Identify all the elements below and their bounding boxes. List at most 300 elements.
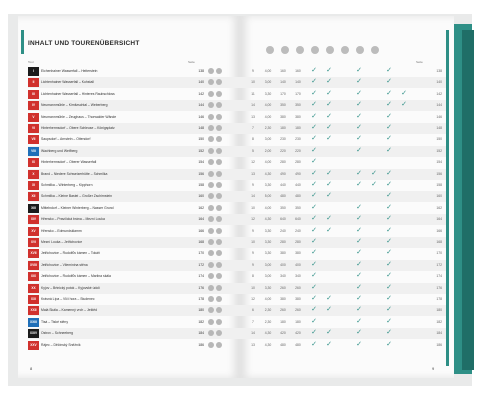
tour-page-right: 154 [436,160,442,165]
check-icon: ✓ [386,135,392,143]
difficulty-icon [208,205,214,211]
tour-page: 144 [198,103,204,108]
tour-stat: 180 [280,319,286,324]
tour-stat: 340 [280,274,286,279]
table-row [28,203,446,214]
tour-stat: 380 [280,114,286,119]
tour-code-badge: XV [28,227,39,236]
tour-stat: 3,30 [264,91,272,96]
rating-icon [216,239,222,245]
tour-page-right: 162 [436,205,442,210]
difficulty-icon [208,136,214,142]
tour-code-badge: IX [28,158,39,167]
tour-page: 178 [198,297,204,301]
check-icon: ✓ [356,135,362,143]
parking-icon [326,46,334,54]
tour-code-badge: XIV [28,215,39,224]
rating-icon [216,159,222,165]
check-icon: ✓ [356,101,362,109]
check-icon: ✓ [326,135,332,143]
check-icon: ✓ [311,249,317,257]
check-icon: ✓ [311,226,317,234]
tour-stat: 3,00 [264,262,272,267]
tour-stat: 140 [280,80,286,85]
tour-stat: 9 [252,69,254,73]
page-header: Seite [188,60,195,64]
tour-stat: 3,00 [264,274,272,279]
bus-icon [341,46,349,54]
tour-stat: 10 [251,240,255,244]
tour-stat: 8 [252,274,254,279]
check-icon: ✓ [386,272,392,280]
rating-icon [216,79,222,85]
tour-stat: 640 [280,217,286,222]
check-icon: ✓ [311,158,317,166]
tour-name: Kyjov – Brtnický potok – Kyjovské údolí [41,285,100,290]
difficulty-icon [208,68,214,74]
tour-name: Eichenhainer Wasserfall – Heiterstein [41,69,98,73]
tour-stat: 230 [295,137,301,142]
tour-page-right: 140 [436,80,442,85]
tour-page-right: 148 [436,126,442,130]
tour-name: Hinterhermsdorf – Oberer Wasserfall [41,160,97,165]
difficulty-icon [208,159,214,165]
check-icon: ✓ [311,295,317,302]
check-icon: ✓ [356,329,362,337]
check-icon: ✓ [311,124,317,131]
tour-stat: 4,00 [264,103,272,108]
rating-icon [216,216,222,222]
check-icon: ✓ [311,181,317,188]
rating-icon [216,330,222,336]
check-icon: ✓ [356,260,362,268]
check-icon: ✓ [386,317,392,325]
tour-stat: 10 [251,80,255,85]
difficulty-icon [208,125,214,131]
accent-bar [21,30,24,54]
table-row [28,214,446,225]
check-icon: ✓ [356,272,362,280]
check-icon: ✓ [311,215,317,223]
tour-page: 184 [198,331,204,336]
difficulty-icon [208,239,214,245]
check-icon: ✓ [386,215,392,223]
tour-page: 140 [198,80,204,85]
table-row [28,146,446,157]
tour-page-right: 166 [436,228,442,233]
tour-stat: 3,30 [264,228,272,233]
tour-stat: 160 [295,69,301,73]
book-cover-edge [462,30,474,370]
rating-icon [216,205,222,211]
tour-stat: 160 [280,69,286,73]
check-icon: ✓ [356,181,362,188]
difficulty-icon [208,285,214,291]
check-icon: ✓ [326,89,332,97]
check-icon: ✓ [386,260,392,268]
check-icon: ✓ [386,283,392,291]
tour-page-right: 142 [436,91,442,96]
tour-stat: 490 [295,171,301,176]
tour-stat: 380 [280,297,286,301]
tour-page: 156 [198,171,204,176]
tour-stat: 260 [295,308,301,313]
rating-icon [216,250,222,256]
check-icon: ✓ [326,215,332,223]
tour-stat: 5,00 [264,194,272,199]
tour-name: Brand – Niedere Schweizerhütte – Schmilka [41,171,108,176]
check-icon: ✓ [311,317,317,325]
check-icon: ✓ [326,112,332,120]
difficulty-icon [208,171,214,177]
tour-stat: 14 [251,194,255,199]
tour-stat: 260 [280,285,286,290]
tour-code-badge: III [28,90,39,99]
tour-stat: 480 [280,342,286,347]
check-icon: ✓ [311,272,317,280]
tour-code-badge: X [28,170,39,179]
tour-stat: 3,30 [264,251,272,256]
tour-stat: 490 [280,171,286,176]
difficulty-icon [208,250,214,256]
tour-page-right: 150 [436,137,442,142]
table-row [28,340,446,351]
tour-code-badge: XX [28,284,39,293]
tour-name: Hřensko – Edmundsklamm [41,228,82,233]
tour-stat: 11 [251,91,255,96]
tour-stat: 6 [252,308,254,313]
tour-code-badge: VI [28,124,39,133]
tour-stat: 220 [295,148,301,153]
tour-stat: 4,00 [264,205,272,210]
check-icon: ✓ [326,329,332,337]
tour-page-right: 144 [436,103,442,108]
check-icon: ✓ [356,169,362,177]
tour-name: Mezní Louka – Jetřichovice [41,240,83,244]
check-icon: ✓ [326,295,332,302]
tour-code-badge: XVII [28,249,39,258]
tour-name: Neumannmühle – Kirnitzschtal – Weberberg [41,103,108,108]
table-row [28,317,446,328]
page-number-right: 9 [432,366,435,371]
check-icon: ✓ [386,329,392,337]
tour-stat: 140 [295,80,301,85]
check-icon: ✓ [311,192,317,200]
tour-stat: 4,00 [264,297,272,301]
check-icon: ✓ [386,249,392,257]
check-icon: ✓ [386,238,392,245]
table-row [28,260,446,271]
tour-stat: 260 [280,308,286,313]
table-row [28,66,446,77]
table-row [28,328,446,339]
tour-code-badge: XII [28,192,39,201]
tour-stat: 480 [295,342,301,347]
tour-page: 160 [198,194,204,199]
check-icon: ✓ [371,169,377,177]
tour-code-badge: II [28,78,39,87]
tour-page: 162 [198,205,204,210]
check-icon: ✓ [356,124,362,131]
tour-stat: 280 [280,240,286,244]
tour-stat: 9 [252,228,254,233]
check-icon: ✓ [326,306,332,314]
tour-stat: 4,30 [264,171,272,176]
rating-icon [216,342,222,348]
tour-stat: 220 [280,148,286,153]
tour-page-right: 152 [436,148,442,153]
tour-stat: 4,30 [264,342,272,347]
tour-name: Hřensko – Pravčická brána – Mezní Louka [41,217,105,222]
tour-stat: 260 [295,285,301,290]
tour-name: Krásná Lípa – Vlčí hora – Studenec [41,297,95,301]
tour-name: Lichtenhainer Wasserfall – Kuhstall [41,80,94,85]
difficulty-icon [208,307,214,313]
tour-page-right: 138 [436,69,442,73]
tour-stat: 7 [252,319,254,324]
rating-icon [216,91,222,97]
tour-name: Schmilka – Kleine Bastei – Großer Zschirnstein [41,194,113,199]
tour-page: 148 [198,126,204,130]
difficulty-icon [208,148,214,154]
tour-name: Jetřichovice – Vilemínina stěna [41,262,88,267]
tour-stat: 12 [251,160,255,165]
difficulty-icon [208,91,214,97]
check-icon: ✓ [326,78,332,86]
difficulty-icon [208,319,214,325]
tour-stat: 240 [295,228,301,233]
tour-stat: 12 [251,297,255,301]
tour-page: 166 [198,228,204,233]
tour-stat: 2,30 [264,126,272,130]
table-row [28,294,446,305]
difficulty-icon [208,273,214,279]
tour-stat: 13 [251,171,255,176]
tour-stat: 3,30 [264,183,272,187]
table-row [28,100,446,111]
check-icon: ✓ [326,101,332,109]
tour-page: 164 [198,217,204,222]
page-title: INHALT UND TOURENÜBERSICHT [28,40,140,47]
tour-page-right: 178 [436,297,442,301]
tour-stat: 3,00 [264,80,272,85]
tour-code-badge: VIII [28,147,39,156]
tour-page-right: 160 [436,194,442,199]
tour-stat: 4,30 [264,217,272,222]
rating-icon [216,182,222,188]
tour-stat: 440 [280,183,286,187]
tour-name: Saupsdorf – Arnstein – Ottendorf [41,137,91,142]
check-icon: ✓ [311,260,317,268]
check-icon: ✓ [401,101,407,109]
check-icon: ✓ [326,67,332,74]
tour-stat: 380 [295,114,301,119]
tour-stat: 2,30 [264,319,272,324]
check-icon: ✓ [386,192,392,200]
table-row [28,305,446,316]
rating-icon [216,228,222,234]
check-icon: ✓ [311,89,317,97]
tour-code-badge: XIII [28,204,39,213]
check-icon: ✓ [356,249,362,257]
tour-code-badge: VII [28,135,39,144]
check-icon: ✓ [311,67,317,74]
check-icon: ✓ [326,124,332,131]
page-number-left: 8 [30,366,33,371]
tour-page-right: 184 [436,331,442,336]
tour-stat: 14 [251,103,255,108]
tour-page: 154 [198,160,204,165]
tour-stat: 280 [295,240,301,244]
tour-name: Mittelndorf – Kleiner Winterberg – Nasser Grund [41,205,114,210]
tour-stat: 12 [251,217,255,222]
tour-name: Neumannmühle – Zeughaus – Thorwalder Wände [41,114,117,119]
table-row [28,237,446,248]
tour-page: 168 [198,240,204,244]
tour-header: Tour [28,60,34,64]
tour-stat: 340 [295,274,301,279]
tour-stat: 5 [252,148,254,153]
tour-name: Ostrov – Schneeberg [41,331,74,336]
tour-code-badge: XVIII [28,261,39,270]
tour-page-right: 180 [436,308,442,313]
check-icon: ✓ [386,146,392,154]
rating-icon [216,148,222,154]
rating-icon [216,125,222,131]
tour-page: 174 [198,274,204,279]
difficulty-icon [208,114,214,120]
tour-code-badge: V [28,113,39,122]
tour-name: Schmilka – Winterberg – Kipphorn [41,183,93,187]
table-row [28,112,446,123]
check-icon: ✓ [386,101,392,109]
check-icon: ✓ [386,181,392,188]
tour-page-right: 164 [436,217,442,222]
check-icon: ✓ [386,295,392,302]
check-icon: ✓ [356,306,362,314]
tour-stat: 240 [280,228,286,233]
tour-page-right: 182 [436,319,442,324]
check-icon: ✓ [326,226,332,234]
tour-code-badge: XXIV [28,329,39,338]
check-icon: ✓ [356,203,362,211]
tour-stat: 440 [295,183,301,187]
tour-page: 150 [198,137,204,142]
clock-icon [281,46,289,54]
tour-stat: 420 [295,331,301,336]
tour-name: Tisá – Tiské stěny [41,319,69,324]
tour-stat: 180 [295,319,301,324]
tour-stat: 10 [251,285,255,290]
tour-stat: 170 [295,91,301,96]
tour-name: Malá Skála – Kamenný vrch – Ještěd [41,308,97,313]
rating-icon [216,114,222,120]
check-icon: ✓ [326,192,332,200]
tour-code-badge: XXIII [28,318,39,327]
check-icon: ✓ [386,124,392,131]
tour-stat: 350 [295,103,301,108]
right-page-header: Seite [416,60,423,64]
tour-page: 158 [198,183,204,187]
tour-stat: 400 [280,262,286,267]
restaurant-icon [356,46,364,54]
tour-name: Hinterhermsdorf – Obere Schleuse – Königsplatz [41,126,115,130]
rating-icon [216,102,222,108]
tour-name: Wachberg und Weifberg [41,148,78,153]
tour-stat: 480 [295,194,301,199]
tour-page: 186 [198,342,204,347]
tour-page: 180 [198,308,204,313]
ascent-icon [296,46,304,54]
tour-stat: 8 [252,137,254,142]
check-icon: ✓ [386,89,392,97]
tour-stat: 3,30 [264,285,272,290]
check-icon: ✓ [386,306,392,314]
accent-bar-right [446,30,449,366]
check-icon: ✓ [386,78,392,86]
rating-icon [216,285,222,291]
check-icon: ✓ [326,181,332,188]
difficulty-icon [208,262,214,268]
check-icon: ✓ [356,283,362,291]
check-icon: ✓ [311,135,317,143]
descent-icon [311,46,319,54]
tour-stat: 170 [280,91,286,96]
check-icon: ✓ [386,112,392,120]
check-icon: ✓ [311,101,317,109]
tour-page-right: 176 [436,285,442,290]
tour-stat: 180 [295,126,301,130]
check-icon: ✓ [311,203,317,211]
tour-code-badge: XXII [28,306,39,315]
rating-icon [216,319,222,325]
tour-stat: 230 [280,137,286,142]
tour-stat: 13 [251,114,255,119]
rating-icon [216,262,222,268]
rating-icon [216,307,222,313]
check-icon: ✓ [356,295,362,302]
table-row [28,271,446,282]
child-icon [371,46,379,54]
tour-name: Jetřichovice – Rudolfův kámen – Mariina skála [41,274,111,279]
difficulty-icon [208,182,214,188]
tour-code-badge: I [28,67,39,76]
tour-page: 176 [198,285,204,290]
difficulty-icon [208,330,214,336]
tour-stat: 4,00 [264,69,272,73]
tour-code-badge: XVI [28,238,39,247]
tour-page: 170 [198,251,204,256]
difficulty-icon [208,79,214,85]
tour-stat: 420 [280,331,286,336]
rating-icon [216,136,222,142]
tour-stat: 350 [295,205,301,210]
rating-icon [216,296,222,302]
tour-page-right: 158 [436,183,442,187]
tour-page-right: 146 [436,114,442,119]
check-icon: ✓ [326,340,332,348]
tour-page-right: 156 [436,171,442,176]
check-icon: ✓ [311,329,317,337]
tour-stat: 480 [280,194,286,199]
check-icon: ✓ [356,67,362,74]
check-icon: ✓ [386,226,392,234]
tour-page-right: 172 [436,262,442,267]
rating-icon [216,193,222,199]
tour-stat: 380 [295,297,301,301]
check-icon: ✓ [386,169,392,177]
check-icon: ✓ [401,89,407,97]
